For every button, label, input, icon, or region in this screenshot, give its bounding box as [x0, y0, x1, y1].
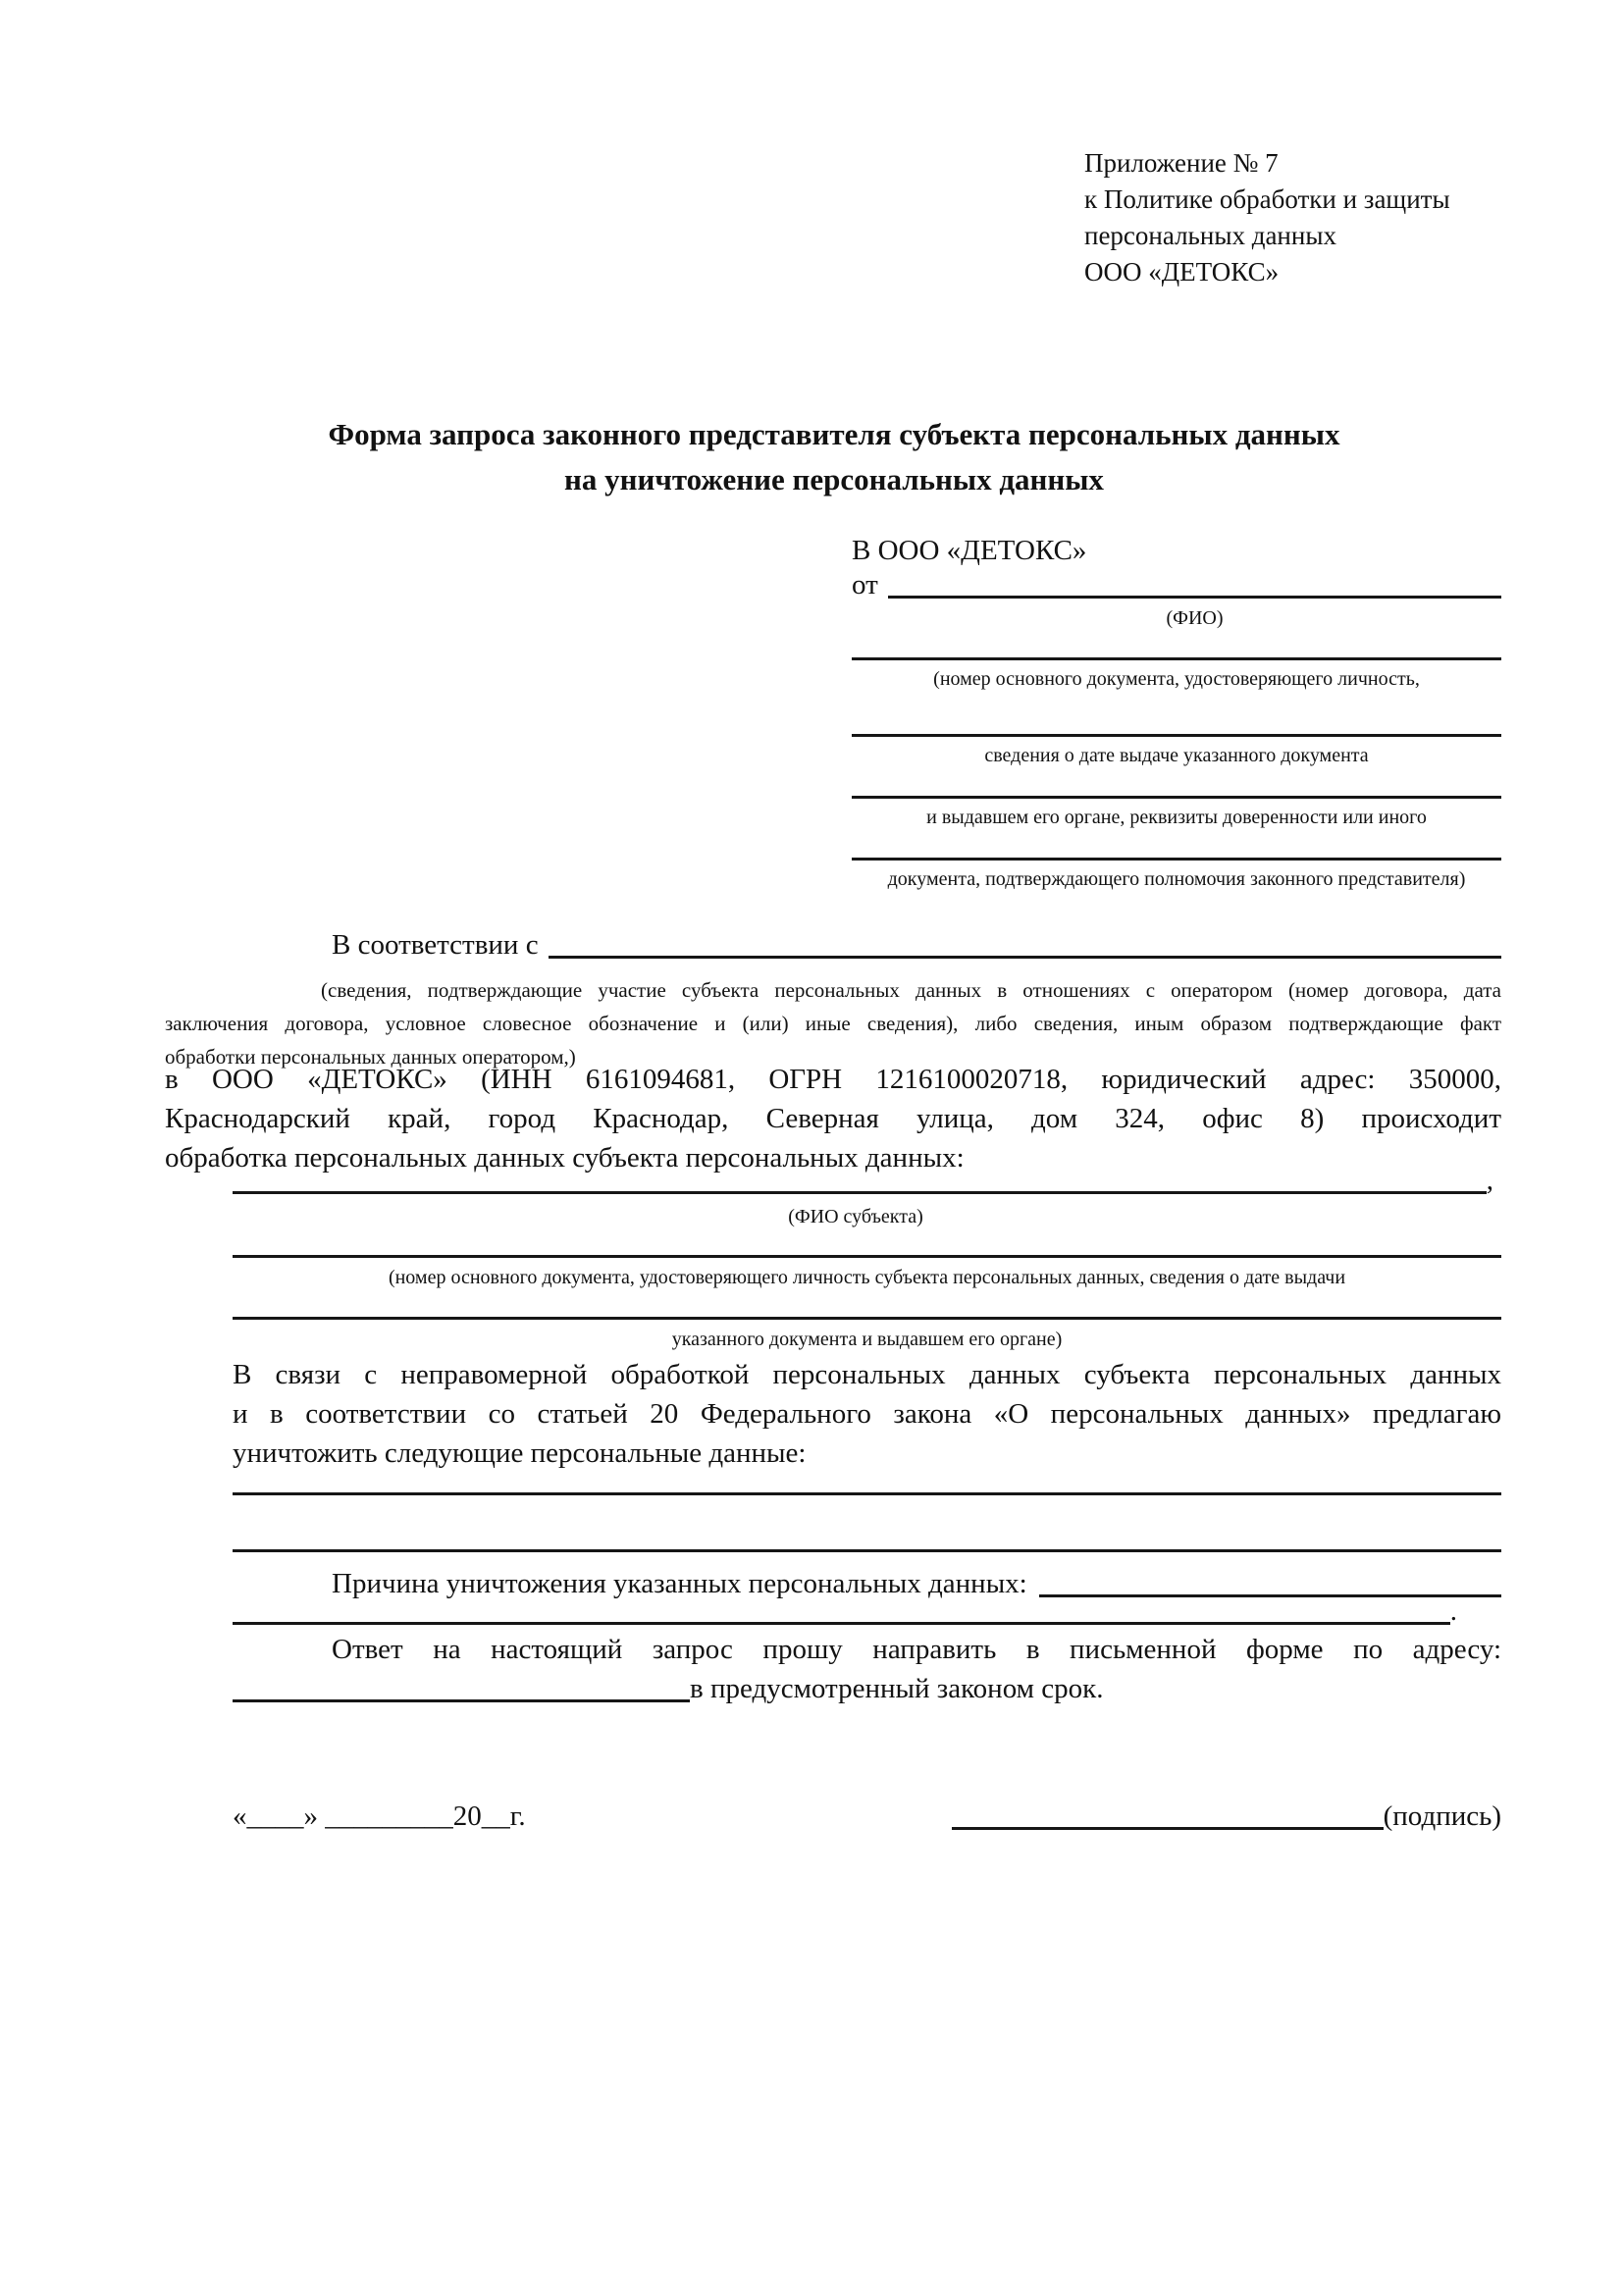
document-title [157, 412, 1511, 502]
authority-doc-field-line[interactable] [852, 858, 1501, 861]
subject-fio-row [233, 1163, 1493, 1198]
doc-number-caption: (номер основного документа, удостоверяющего личность, [933, 668, 1420, 690]
fio-field-line[interactable] [888, 596, 1501, 599]
smallprint-line-1: (сведения, подтверждающие участие субъекта персональных данных в отношениях с оператором (номер договора, дата [321, 978, 1501, 1002]
operator-para-line-3: обработка персональных данных субъекта персональных данных: [165, 1142, 965, 1174]
doc-number-field-line[interactable] [852, 657, 1501, 660]
from-label: от [852, 569, 878, 600]
request-para-line-2: и в соответствии со статьей 20 Федерального закона «О персональных данных» предлагаю [233, 1398, 1501, 1430]
issuing-authority-caption: и выдавшем его органе, реквизиты доверенности или иного [926, 807, 1427, 828]
subject-comma: , [1486, 1165, 1493, 1196]
reason-field-line-2[interactable] [233, 1622, 1450, 1625]
subject-doc-field-line-2[interactable] [233, 1317, 1501, 1320]
from-row [852, 567, 1501, 602]
data-to-destroy-line-2[interactable] [233, 1549, 1501, 1552]
issue-date-caption: сведения о дате выдаче указанного документа [984, 745, 1369, 766]
request-para-line-3: уничтожить следующие персональные данные: [233, 1437, 807, 1469]
reply-line-2-text: в предусмотренный законом срок. [690, 1673, 1104, 1704]
appendix-line-1: Приложение № 7 [1084, 148, 1279, 178]
operator-para-line-1: в ООО «ДЕТОКС» (ИНН 6161094681, ОГРН 1216100020718, юридический адрес: 350000, [165, 1064, 1501, 1095]
title-line-2: на уничтожение персональных данных [564, 462, 1104, 496]
subject-doc-caption-2: указанного документа и выдавшем его органе) [671, 1329, 1063, 1350]
reply-address-field-line[interactable] [233, 1699, 690, 1702]
smallprint-line-3: обработки персональных данных оператором,) [165, 1045, 576, 1069]
smallprint-line-2: заключения договора, условное словесное обозначение и (или) иные сведения), либо сведения, иным образом подтверждающие факт [165, 1012, 1501, 1035]
signature-field-line[interactable] [952, 1827, 1384, 1830]
reply-row-2 [233, 1671, 1233, 1706]
reason-continuation-row [233, 1593, 1457, 1629]
appendix-line-3: персональных данных [1084, 221, 1336, 250]
date-pattern[interactable]: «____» _________20__г. [233, 1800, 526, 1832]
appendix-line-4: ООО «ДЕТОКС» [1084, 257, 1280, 287]
reason-label: Причина уничтожения указанных персональных данных: [332, 1568, 1027, 1599]
addressee-to: В ООО «ДЕТОКС» [852, 535, 1087, 566]
operator-para-line-2: Краснодарский край, город Краснодар, Северная улица, дом 324, офис 8) происходит [165, 1103, 1501, 1134]
signature-row [233, 1799, 1501, 1834]
title-line-1: Форма запроса законного представителя субъекта персональных данных [328, 417, 1340, 451]
subject-doc-caption-1: (номер основного документа, удостоверяющего личность субъекта персональных данных, сведения о дате выдачи [388, 1267, 1346, 1288]
subject-fio-field-line[interactable] [233, 1191, 1487, 1194]
issuing-authority-field-line[interactable] [852, 796, 1501, 799]
subject-fio-caption: (ФИО субъекта) [788, 1206, 923, 1227]
signature-caption: (подпись) [1383, 1800, 1501, 1832]
fio-caption: (ФИО) [1166, 607, 1224, 629]
accordance-row [233, 927, 1501, 963]
reply-line-1: Ответ на настоящий запрос прошу направить в письменной форме по адресу: [332, 1634, 1501, 1665]
accordance-lead: В соответствии с [332, 929, 539, 961]
request-para-line-1: В связи с неправомерной обработкой персональных данных субъекта персональных данных [233, 1359, 1501, 1390]
accordance-field-line[interactable] [549, 956, 1501, 959]
subject-doc-field-line-1[interactable] [233, 1255, 1501, 1258]
appendix-line-2: к Политике обработки и защиты [1084, 184, 1450, 214]
authority-doc-caption: документа, подтверждающего полномочия законного представителя) [887, 868, 1466, 890]
issue-date-field-line[interactable] [852, 734, 1501, 737]
appendix-header [1084, 145, 1545, 290]
data-to-destroy-line-1[interactable] [233, 1492, 1501, 1495]
signature-group [952, 1799, 1501, 1834]
reason-period: . [1449, 1595, 1457, 1627]
